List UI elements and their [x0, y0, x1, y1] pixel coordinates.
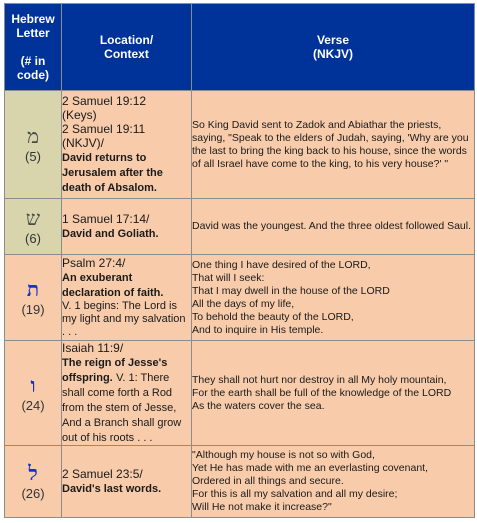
verse-line: So King David sent to Zadok and Abiathar the priests, saying, "Speak to the elders of Judah, saying, 'Why are you the last to bring the king back to his house, since the words of all Israel have come to the king, to his very house?' ": [192, 118, 469, 170]
header-line: Hebrew: [11, 12, 55, 26]
letter-cell: [5, 199, 62, 255]
table-row: [5, 255, 475, 341]
letter-cell: [5, 255, 62, 341]
context-text: The reign of Jesse's offspring.: [62, 357, 168, 384]
location-cell: [62, 341, 192, 446]
letter-cell: [5, 341, 62, 446]
verse-line: That I may dwell in the house of the LORD: [192, 284, 390, 297]
table-row: [5, 341, 475, 446]
header-location-context: [62, 4, 192, 91]
location-cell: [62, 199, 192, 255]
verse-line: Yet He has made with me an everlasting covenant,: [192, 462, 428, 474]
header-line: (# in: [20, 54, 46, 68]
hebrew-letter: ו: [30, 372, 36, 397]
context-text: David returns to Jerusalem after the death of Absalom.: [62, 152, 163, 194]
verse-line: David was the youngest. And the three oldest followed Saul.: [192, 220, 472, 232]
header-line: Verse: [316, 33, 350, 47]
header-line: Letter: [16, 26, 50, 40]
header-verse: [192, 4, 475, 91]
context-text: David and Goliath.: [62, 228, 159, 240]
verse-cell: [192, 91, 475, 199]
verse-line: Ordered in all things and secure.: [192, 475, 344, 487]
verse-cell: [192, 341, 475, 446]
location-line: 2 Samuel 19:11: [62, 122, 146, 136]
table-row: [5, 446, 475, 518]
location-line: (Keys): [62, 108, 97, 122]
hebrew-letter: ש: [25, 206, 41, 230]
verse-line: That will I seek:: [192, 271, 265, 284]
letter-code: (24): [21, 397, 45, 413]
table-row: [5, 91, 475, 199]
letter-cell: [5, 91, 62, 199]
location-line: Psalm 27:4/: [62, 256, 126, 270]
context-text: An exuberant declaration of faith.: [62, 272, 164, 299]
letter-code: (19): [21, 302, 45, 317]
verse-cell: [192, 255, 475, 341]
header-row: [5, 4, 475, 91]
location-line: 2 Samuel 19:12: [62, 94, 147, 108]
verse-line: And to inquire in His temple.: [192, 323, 324, 336]
letter-code: (6): [25, 231, 41, 246]
header-line: Location/: [99, 33, 154, 47]
location-line: 2 Samuel 23:5/: [62, 467, 143, 481]
hebrew-letter: מ: [27, 124, 39, 148]
location-line: 1 Samuel 17:14/: [62, 212, 150, 226]
verse-line: All the days of my life,: [192, 297, 295, 310]
verse-line: "Although my house is not so with God,: [192, 449, 375, 461]
letter-cell: [5, 446, 62, 518]
verse-line: They shall not hurt nor destroy in all My holy mountain,: [192, 373, 447, 386]
context-text: David's last words.: [62, 483, 162, 495]
location-cell: [62, 255, 192, 341]
hebrew-letter: ת: [26, 277, 40, 301]
location-cell: [62, 446, 192, 518]
header-line: code): [16, 68, 49, 82]
verse-cell: [192, 446, 475, 518]
location-line: Isaiah 11:9/: [62, 341, 124, 355]
context-note: V. 1 begins: The Lord is my light and my salvation . . .: [62, 300, 186, 338]
verse-line: One thing I have desired of the LORD,: [192, 258, 371, 271]
letter-code: (26): [21, 486, 45, 501]
hebrew-letter: ל: [28, 461, 38, 485]
verse-line: To behold the beauty of the LORD,: [192, 310, 354, 323]
letter-code: (5): [25, 149, 41, 164]
header-hebrew-letter: [5, 4, 62, 91]
verse-line: For the earth shall be full of the knowledge of the LORD: [192, 386, 452, 399]
hebrew-letter-table: [4, 3, 475, 518]
verse-line: Will He not make it increase?": [192, 501, 332, 513]
verse-line: As the waters cover the sea.: [192, 399, 325, 412]
header-line: Context: [104, 47, 149, 61]
location-cell: [62, 91, 192, 199]
verse-cell: [192, 199, 475, 255]
verse-line: For this is all my salvation and all my desire;: [192, 488, 398, 500]
header-line: (NKJV): [312, 47, 353, 61]
context-note: V. 1: There shall come forth a Rod from the stem of Jesse, And a Branch shall grow out of his roots . . .: [62, 372, 182, 444]
location-line: (NKJV)/: [62, 136, 104, 150]
table-row: [5, 199, 475, 255]
